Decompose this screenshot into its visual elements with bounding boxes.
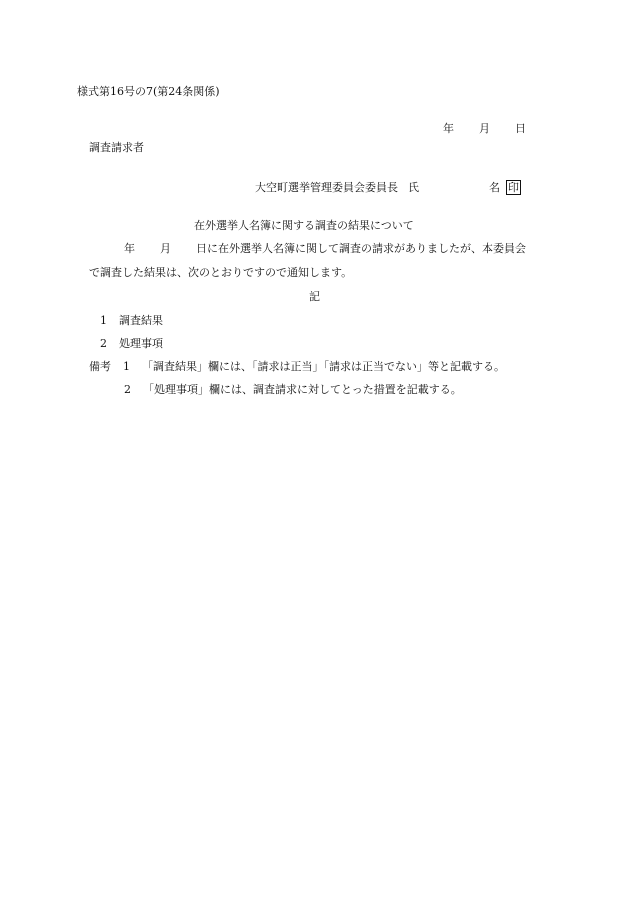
item-label: 処理事項: [119, 337, 163, 350]
sender-line: [255, 180, 521, 195]
item-2: [100, 337, 163, 351]
body-month: 月: [160, 242, 171, 255]
date-month: 月: [479, 122, 490, 135]
body-line-2: で調査した結果は、次のとおりですので通知します。: [89, 266, 353, 279]
date-year: 年: [443, 122, 454, 135]
item-number: 1: [100, 314, 107, 327]
notes-heading: 備考: [89, 360, 111, 373]
note-number: 1: [123, 360, 130, 373]
date-day: 日: [515, 122, 526, 135]
body-line-1-text: 日に在外選挙人名簿に関して調査の請求がありましたが、本委員会: [196, 242, 526, 255]
notes-row-2: [124, 383, 462, 397]
form-label: 様式第16号の7(第24条関係): [77, 85, 220, 98]
date-line: [443, 122, 526, 136]
subject: 在外選挙人名簿に関する調査の結果について: [194, 219, 414, 232]
ki-heading: 記: [309, 290, 320, 303]
sender-title: 大空町選挙管理委員会委員長: [255, 181, 398, 194]
sender-mei: 名: [489, 181, 500, 194]
recipient: 調査請求者: [89, 141, 144, 154]
item-1: [100, 314, 163, 328]
note-text: 「調査結果」欄には、「請求は正当」「請求は正当でない」等と記載する。: [142, 360, 505, 373]
body-year: 年: [124, 242, 135, 255]
item-label: 調査結果: [119, 314, 163, 327]
notes-row-1: [89, 360, 505, 374]
sender-shi: 氏: [408, 181, 419, 194]
note-number: 2: [124, 383, 131, 396]
body-line-1: [124, 242, 526, 256]
seal-stamp: 印: [508, 181, 519, 194]
note-text: 「処理事項」欄には、調査請求に対してとった措置を記載する。: [143, 383, 462, 396]
item-number: 2: [100, 337, 107, 350]
